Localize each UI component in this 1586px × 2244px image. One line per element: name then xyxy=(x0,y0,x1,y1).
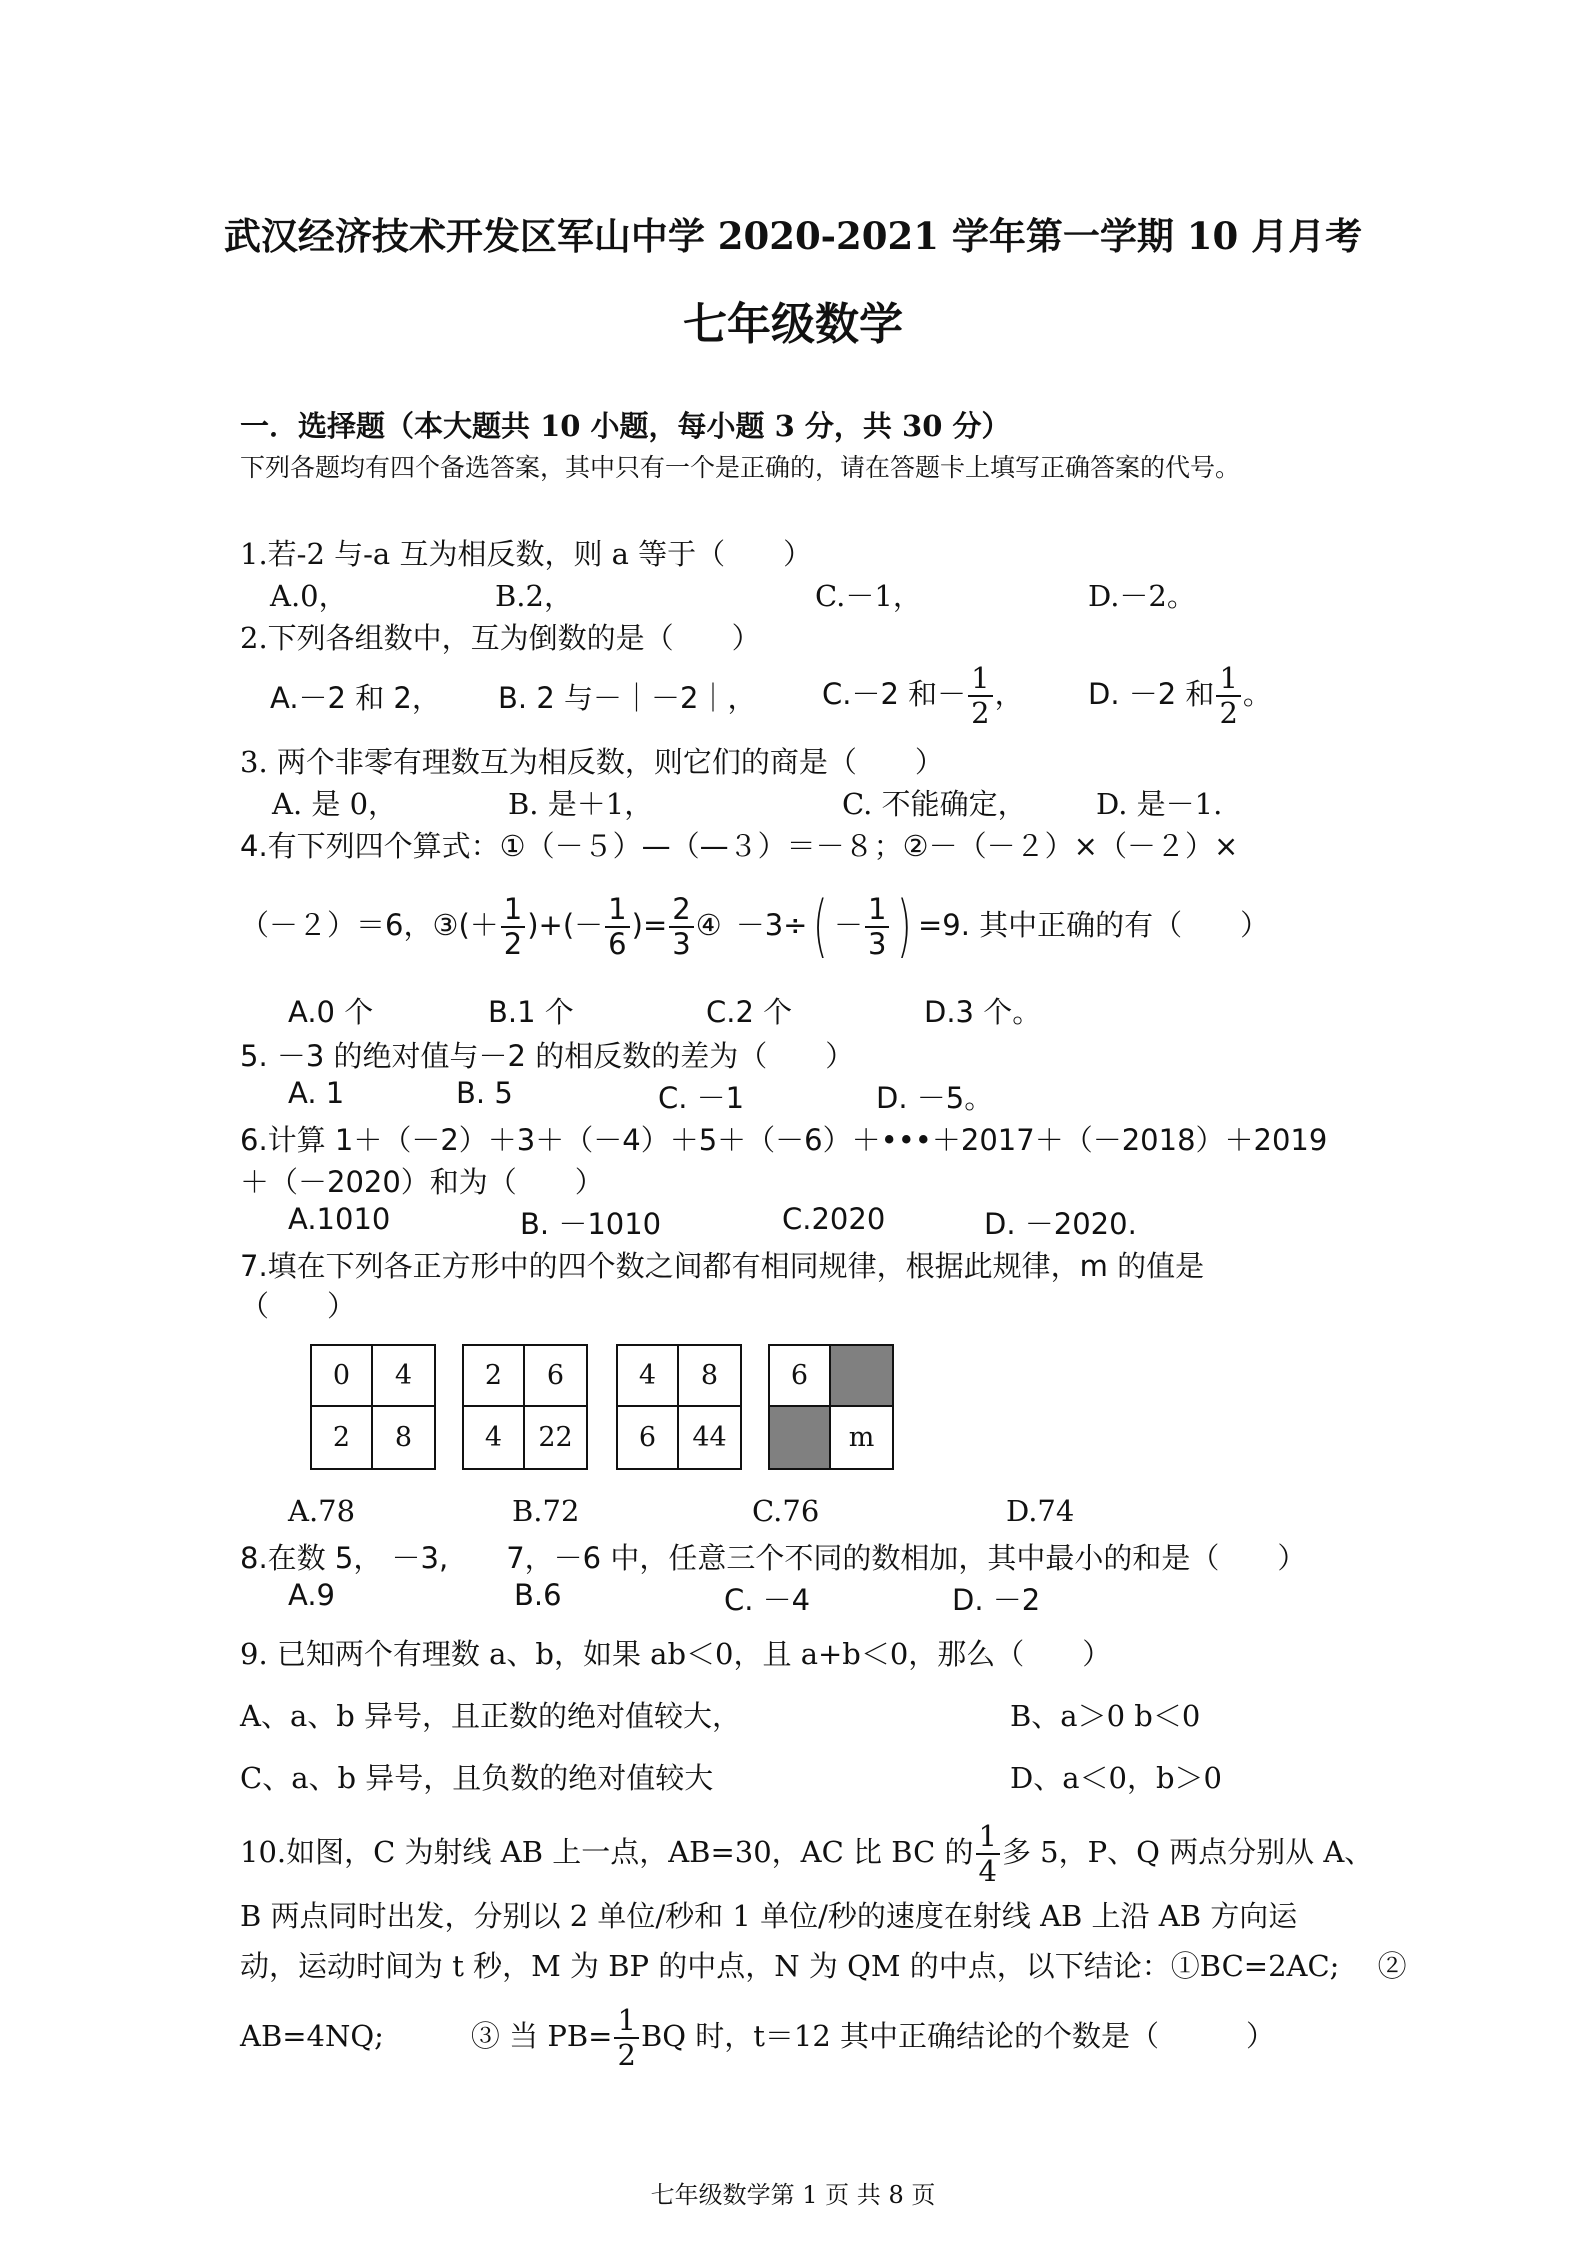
fraction-numerator: 1 xyxy=(501,895,525,928)
minus-sign: － xyxy=(833,908,863,942)
question-10-line-4 xyxy=(240,1996,1275,2076)
question-4-option-d: D.3 个。 xyxy=(924,995,1042,1029)
paren: (＋ xyxy=(458,908,499,942)
square-cell-m: m xyxy=(848,1422,875,1453)
question-9-option-d: D、a＜0，b＞0 xyxy=(1010,1761,1223,1795)
circled-four: ④ xyxy=(695,908,722,942)
fraction-denominator: 2 xyxy=(1219,696,1238,730)
question-6-option-b: B. －1010 xyxy=(520,1207,662,1241)
question-3-option-c: C. 不能确定， xyxy=(842,787,1027,821)
question-6-option-d: D. －2020. xyxy=(984,1207,1137,1241)
fraction-one-third xyxy=(865,892,889,961)
question-7-option-b: B.72 xyxy=(512,1494,580,1528)
question-7-option-a: A.78 xyxy=(288,1494,356,1528)
square-cell: 6 xyxy=(618,1407,679,1468)
square-cell: 22 xyxy=(538,1422,573,1453)
question-6-line-1: 6.计算 1＋（－2）＋3＋（－4）＋5＋（－6）＋•••＋2017＋（－2018）＋2019 xyxy=(240,1123,1328,1157)
square-cell: 2 xyxy=(312,1407,373,1468)
square-cell: 6 xyxy=(525,1346,586,1407)
question-4-expression-4: －3÷ xyxy=(735,908,808,942)
question-2-option-d-suffix: 。 xyxy=(1242,677,1272,711)
question-7-option-d: D.74 xyxy=(1006,1494,1075,1528)
fraction-one-half xyxy=(501,892,525,961)
question-1-option-d: D.－2。 xyxy=(1088,579,1196,613)
square-cell: 4 xyxy=(464,1407,525,1468)
square-cell: 4 xyxy=(618,1346,679,1407)
fraction-numerator: 2 xyxy=(669,895,693,928)
fraction-numerator: 1 xyxy=(614,2006,638,2039)
big-left-paren: ( xyxy=(813,887,829,966)
question-3-stem: 3. 两个非零有理数互为相反数，则它们的商是（ ） xyxy=(240,745,944,779)
question-1-option-b: B.2， xyxy=(495,579,573,613)
shaded-cell xyxy=(831,1346,892,1407)
square-cell: 8 xyxy=(679,1346,740,1407)
fraction-one-sixth xyxy=(605,892,629,961)
question-9-option-b: B、a＞0 b＜0 xyxy=(1010,1699,1201,1733)
question-5-option-b: B. 5 xyxy=(456,1076,513,1110)
question-2-option-c xyxy=(822,656,1024,732)
question-2-option-b: B. 2 与－｜－2｜， xyxy=(498,681,757,715)
square-cell: 6 xyxy=(770,1346,831,1407)
question-4-line-2-suffix: =9. 其中正确的有（ ） xyxy=(917,908,1270,942)
question-6-option-a: A.1010 xyxy=(288,1202,391,1236)
fraction-one-quarter xyxy=(976,1819,1000,1888)
question-8-option-b: B.6 xyxy=(514,1578,562,1612)
number-square-2 xyxy=(462,1344,588,1470)
page-title: 武汉经济技术开发区军山中学 2020-2021 学年第一学期 10 月月考 xyxy=(223,214,1363,258)
question-7-option-c: C.76 xyxy=(752,1494,820,1528)
question-2-option-d-text: D. －2 和 xyxy=(1088,677,1215,711)
question-1-option-c: C.－1， xyxy=(815,579,922,613)
square-cell: 8 xyxy=(394,1422,413,1453)
fraction-two-thirds xyxy=(669,892,693,961)
question-5-option-a: A. 1 xyxy=(288,1076,345,1110)
question-4-line-2-prefix: （－２）＝6，③ xyxy=(240,908,459,942)
question-8-option-c: C. －4 xyxy=(724,1583,811,1617)
fraction-numerator: 1 xyxy=(605,895,629,928)
section-heading: 一．选择题（本大题共 10 小题，每小题 3 分，共 30 分） xyxy=(240,409,1011,443)
square-cell: 44 xyxy=(692,1422,727,1453)
number-square-3 xyxy=(616,1344,742,1470)
question-9-option-c: C、a、b 异号，且负数的绝对值较大 xyxy=(240,1761,714,1795)
question-10-line-2: B 两点同时出发，分别以 2 单位/秒和 1 单位/秒的速度在射线 AB 上沿 AB 方向运 xyxy=(240,1899,1298,1933)
question-4-line-2 xyxy=(240,880,1269,970)
question-10-line-1 xyxy=(240,1812,1373,1892)
fraction-numerator: 1 xyxy=(865,895,889,928)
square-cell: 0 xyxy=(312,1346,373,1407)
square-cell: 4 xyxy=(373,1346,434,1407)
question-2-option-a: A.－2 和 2， xyxy=(270,681,441,715)
question-5-stem: 5. －3 的绝对值与－2 的相反数的差为（ ） xyxy=(240,1039,855,1073)
question-3-option-d: D. 是－1. xyxy=(1096,787,1223,821)
question-5-option-c: C. －1 xyxy=(658,1081,745,1115)
fraction-one-half xyxy=(968,661,992,730)
fraction-denominator: 2 xyxy=(617,2038,636,2072)
question-7-line-2: （ ） xyxy=(240,1289,357,1323)
question-9-stem: 9. 已知两个有理数 a、b，如果 ab＜0，且 a+b＜0，那么（ ） xyxy=(240,1637,1112,1671)
question-10-line-1-suffix: 多 5，P、Q 两点分别从 A、 xyxy=(1001,1835,1374,1869)
question-2-option-c-text: C.－2 和－ xyxy=(822,677,967,711)
question-4-option-b: B.1 个 xyxy=(488,995,574,1029)
question-9-option-a: A、a、b 异号，且正数的绝对值较大， xyxy=(240,1699,742,1733)
big-right-paren: ) xyxy=(897,887,913,966)
question-10-line-4-suffix: BQ 时，t＝12 其中正确结论的个数是（ ） xyxy=(640,2019,1276,2053)
page-subtitle: 七年级数学 xyxy=(683,299,903,350)
fraction-denominator: 2 xyxy=(503,927,523,961)
question-8-stem: 8.在数 5， －3, 7，－6 中，任意三个不同的数相加，其中最小的和是（ ） xyxy=(240,1541,1307,1575)
question-2-option-c-suffix: ， xyxy=(994,677,1024,711)
fraction-denominator: 6 xyxy=(608,927,627,961)
question-2-option-d xyxy=(1088,656,1272,732)
fraction-one-half xyxy=(614,2003,638,2072)
question-4-option-c: C.2 个 xyxy=(706,995,793,1029)
fraction-numerator: 1 xyxy=(1216,664,1240,697)
page-footer: 七年级数学第 1 页 共 8 页 xyxy=(650,2181,936,2209)
question-3-option-b: B. 是＋1， xyxy=(508,787,654,821)
question-6-option-c: C.2020 xyxy=(782,1202,886,1236)
question-1-stem: 1.若-2 与-a 互为相反数，则 a 等于（ ） xyxy=(240,537,813,571)
fraction-numerator: 1 xyxy=(968,664,992,697)
fraction-denominator: 3 xyxy=(672,927,691,961)
question-5-option-d: D. －5。 xyxy=(876,1081,994,1115)
question-3-option-a: A. 是 0， xyxy=(272,787,398,821)
question-8-option-d: D. －2 xyxy=(952,1583,1041,1617)
fraction-denominator: 2 xyxy=(971,696,990,730)
question-2-stem: 2.下列各组数中，互为倒数的是（ ） xyxy=(240,621,761,655)
shaded-cell xyxy=(770,1407,831,1468)
fraction-numerator: 1 xyxy=(976,1822,1000,1855)
number-square-4 xyxy=(768,1344,894,1470)
square-cell: 2 xyxy=(464,1346,525,1407)
paren: )= xyxy=(631,908,668,942)
question-6-line-2: ＋（－2020）和为（ ） xyxy=(240,1165,604,1199)
question-4-option-a: A.0 个 xyxy=(288,995,374,1029)
number-square-1 xyxy=(310,1344,436,1470)
paren: )+(－ xyxy=(527,908,604,942)
question-8-option-a: A.9 xyxy=(288,1578,335,1612)
question-1-option-a: A.0， xyxy=(270,579,348,613)
question-7-line-1: 7.填在下列各正方形中的四个数之间都有相同规律，根据此规律，m 的值是 xyxy=(240,1249,1205,1283)
question-4-stem: 4.有下列四个算式：①（－５）—（—３）＝－８；②－（－２）×（－２）× xyxy=(240,829,1239,863)
question-10-line-1-prefix: 10.如图，C 为射线 AB 上一点，AB=30，AC 比 BC 的 xyxy=(240,1835,974,1869)
fraction-denominator: 3 xyxy=(868,927,887,961)
fraction-denominator: 4 xyxy=(978,1854,997,1888)
question-10-line-4-prefix: AB=4NQ; ③ 当 PB= xyxy=(240,2019,613,2053)
question-10-line-3: 动，运动时间为 t 秒，M 为 BP 的中点，N 为 QM 的中点，以下结论：①BC=2AC; ② xyxy=(240,1949,1407,1983)
section-instruction: 下列各题均有四个备选答案，其中只有一个是正确的，请在答题卡上填写正确答案的代号。 xyxy=(240,453,1241,482)
fraction-one-half xyxy=(1216,661,1240,730)
